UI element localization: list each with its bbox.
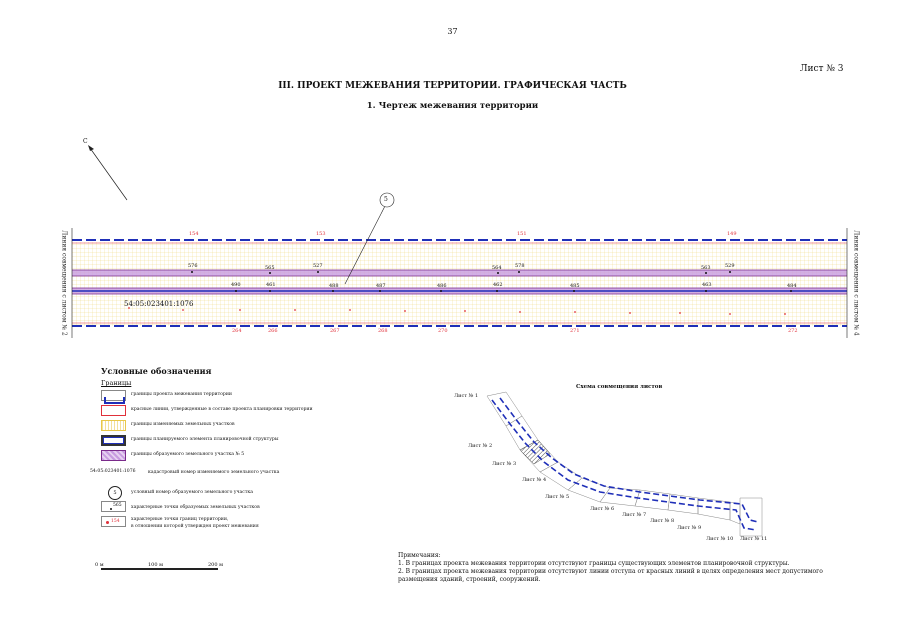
legend-point-swatch: 565 <box>101 501 126 512</box>
point-label: 529 <box>725 263 735 269</box>
side-label-left: Линия совмещения с листом № 2 <box>60 230 68 336</box>
point-label: 485 <box>570 283 580 289</box>
point-label: 154 <box>189 231 199 237</box>
page-number: 37 <box>447 27 458 36</box>
point-label: 490 <box>231 282 241 288</box>
point-label: 487 <box>376 283 386 289</box>
point-label: 153 <box>316 231 326 237</box>
cadastral-number: 54:05:023401:1076 <box>124 300 194 308</box>
point-label: 565 <box>265 265 275 271</box>
hatched-area <box>72 242 847 326</box>
legend-circle-desc: условный номер образуемого земельного участка <box>131 490 254 495</box>
legend-swatch-project-border <box>101 390 126 401</box>
scheme-sheet-label: Лист № 1 <box>454 393 479 399</box>
scheme-sheet-label: Лист № 8 <box>650 518 675 524</box>
point-label: 266 <box>268 328 278 334</box>
notes-head: Примечания: <box>398 552 441 559</box>
point-label: 461 <box>266 282 276 288</box>
scale-label-200: 200 м <box>208 562 224 568</box>
legend-cadastral-sample: 54:05:023401:1076 <box>90 469 136 474</box>
point-label: 151 <box>517 231 527 237</box>
point-label: 149 <box>727 231 737 237</box>
legend-swatch-parcel-5 <box>101 450 126 461</box>
point-label: 486 <box>437 283 447 289</box>
notes <box>398 552 823 584</box>
scheme-sheet-label: Лист № 7 <box>622 512 647 518</box>
point-label: 463 <box>702 282 712 288</box>
point-label: 270 <box>438 328 448 334</box>
point-label: 271 <box>570 328 580 334</box>
legend-cadastral-desc: кадастровый номер изменяемого земельного участка <box>148 470 280 475</box>
scheme-sheet-label: Лист № 6 <box>590 506 615 512</box>
legend-swatch-changed-parcels <box>101 420 126 431</box>
point-label: 264 <box>232 328 242 334</box>
side-label-right: Линия совмещения с листом № 4 <box>852 230 860 336</box>
legend-redpoint-swatch: 154 <box>101 516 126 527</box>
page-title: III. ПРОЕКТ МЕЖЕВАНИЯ ТЕРРИТОРИИ. ГРАФИЧЕСКАЯ ЧАСТЬ <box>278 81 627 91</box>
point-label: 272 <box>788 328 798 334</box>
parcel-band-upper <box>72 270 847 276</box>
point-label: 268 <box>378 328 388 334</box>
parcel-number-label: 5 <box>384 196 388 203</box>
point-label: 576 <box>188 263 198 269</box>
scale-label-100: 100 м <box>148 562 164 568</box>
legend-subtitle: Границы <box>101 379 132 387</box>
sheet-scheme-map <box>440 388 780 548</box>
scheme-sheet-label: Лист № 11 <box>740 536 768 542</box>
point-label: 484 <box>787 283 797 289</box>
point-label: 462 <box>493 282 503 288</box>
legend-point-desc: характерные точки образуемых земельных участков <box>131 505 260 510</box>
point-label: 527 <box>313 263 323 269</box>
legend-redpoint-desc-2: в отношении которой утвержден проект межевания <box>131 524 259 529</box>
note-2a: 2. В границах проекта межевания территории отсутствуют линии отступа от красных линий в целях определения мест допустимого <box>398 568 823 575</box>
scheme-title: Схема совмещения листов <box>576 384 663 390</box>
scheme-sheet-label: Лист № 4 <box>522 477 547 483</box>
legend-swatch-red-line <box>101 405 126 416</box>
scale-label-0: 0 м <box>95 562 104 568</box>
north-label: С <box>83 138 88 145</box>
scale-bar <box>101 568 218 570</box>
legend-circle-sample: 5 <box>108 486 122 500</box>
point-label: 564 <box>492 265 502 271</box>
sheet-label: Лист № 3 <box>800 64 844 74</box>
point-label: 578 <box>515 263 525 269</box>
note-2b: размещения зданий, строений, сооружений. <box>398 576 541 583</box>
point-label: 488 <box>329 283 339 289</box>
scheme-sheet-label: Лист № 5 <box>545 494 570 500</box>
scheme-sheet-label: Лист № 3 <box>492 461 517 467</box>
legend-swatch-planning-element <box>101 435 126 446</box>
page-subtitle: 1. Чертеж межевания территории <box>366 101 539 111</box>
legend-redpoint-desc-1: характерные точки границ территории, <box>131 517 229 522</box>
legend-title: Условные обозначения <box>101 366 212 376</box>
scheme-sheet-label: Лист № 2 <box>468 443 493 449</box>
scheme-sheet-label: Лист № 10 <box>706 536 734 542</box>
note-1: 1. В границах проекта межевания территории отсутствуют границы существующих элементов планировочной структуры. <box>398 560 790 567</box>
north-arrow <box>90 148 127 200</box>
point-label: 563 <box>701 265 711 271</box>
point-label: 267 <box>330 328 340 334</box>
scheme-sheet-label: Лист № 9 <box>677 525 702 531</box>
